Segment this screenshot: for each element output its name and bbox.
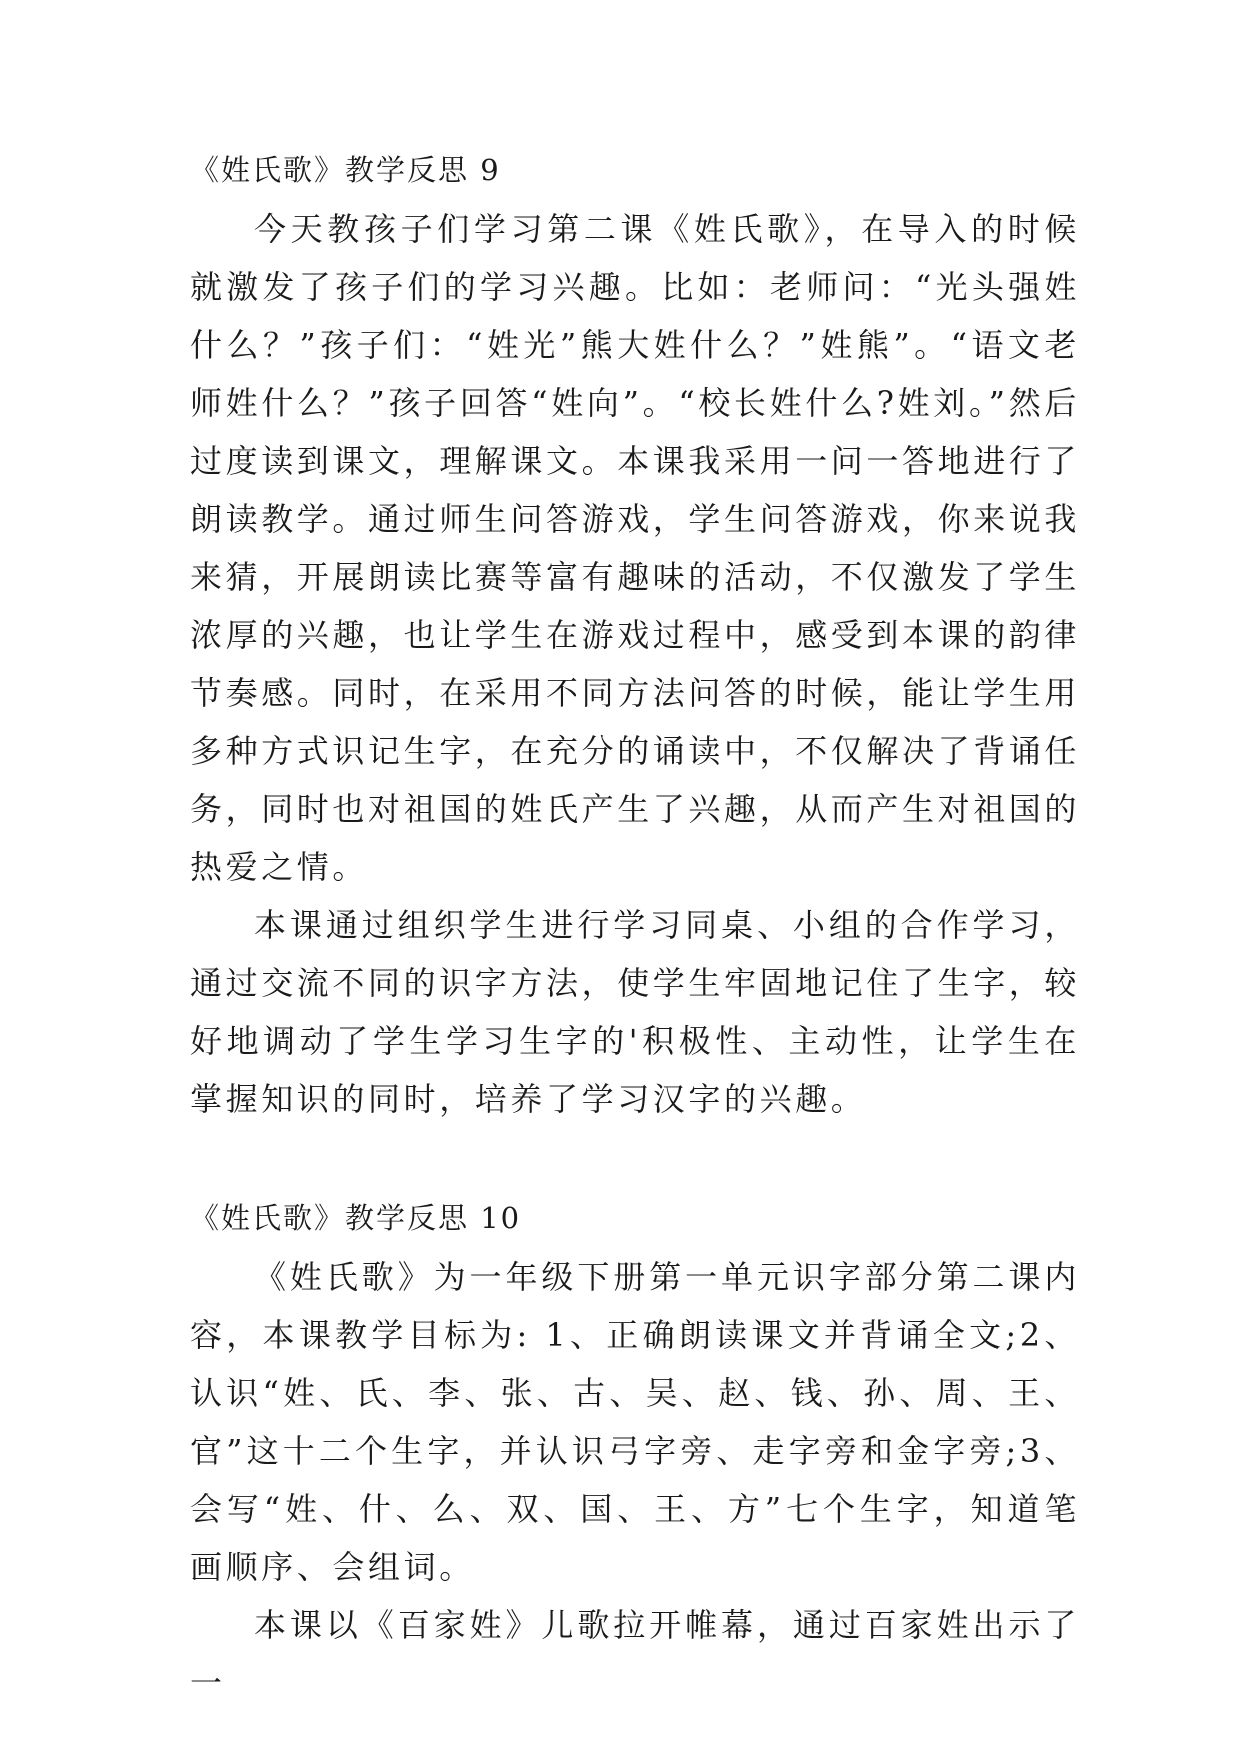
section-heading: 《姓氏歌》教学反思 10 [190, 1201, 522, 1235]
paragraph: 今天教孩子们学习第二课《姓氏歌》，在导入的时候就激发了孩子们的学习兴趣。比如：老师问：“光头强姓什么？”孩子们：“姓光”熊大姓什么？”姓熊”。“语文老师姓什么？”孩子回答“姓向”。“校长姓什么?姓刘。”然后过度读到课文，理解课文。本课我采用一问一答地进行了朗读教学。通过师生问答游戏，学生问答游戏，你来说我来猜，开展朗读比赛等富有趣味的活动，不仅激发了学生浓厚的兴趣，也让学生在游戏过程中，感受到本课的韵律节奏感。同时，在采用不同方法问答的时候，能让学生用多种方式识记生字，在充分的诵读中，不仅解决了背诵任务，同时也对祖国的姓氏产生了兴趣，从而产生对祖国的热爱之情。 [190, 210, 1081, 886]
section-reflection-10 [190, 1188, 1080, 1712]
paragraph: 本课以《百家姓》儿歌拉开帷幕，通过百家姓出示了一 [190, 1606, 1080, 1702]
document-body [190, 140, 1080, 1712]
section-heading: 《姓氏歌》教学反思 9 [190, 153, 501, 187]
paragraph: 《姓氏歌》为一年级下册第一单元识字部分第二课内容，本课教学目标为: 1、正确朗读课文并背诵全文;2、认识“姓、氏、李、张、古、吴、赵、钱、孙、周、王、官”这十二个生字，并认识弓字旁、走字旁和金字旁;3、会写“姓、什、么、双、国、王、方”七个生字，知道笔画顺序、会组词。 [190, 1258, 1080, 1586]
paragraph: 本课通过组织学生进行学习同桌、小组的合作学习，通过交流不同的识字方法，使学生牢固地记住了生字，较好地调动了学生学习生字的'积极性、主动性，让学生在掌握知识的同时，培养了学习汉字的兴趣。 [190, 906, 1081, 1118]
section-reflection-9 [190, 140, 1080, 1128]
